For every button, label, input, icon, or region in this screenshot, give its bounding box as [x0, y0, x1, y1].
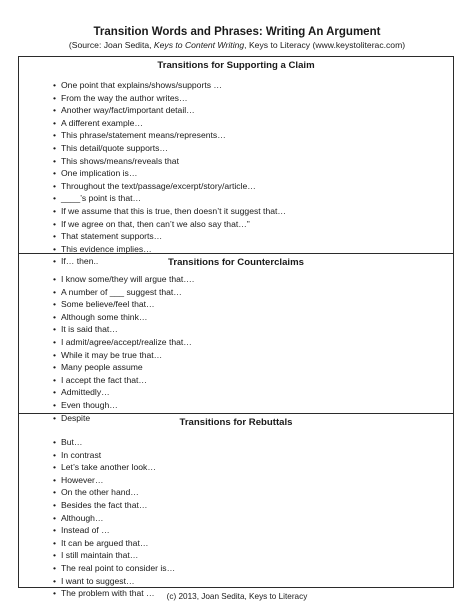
list-item: • I want to suggest…: [53, 575, 443, 588]
list-item: • It is said that…: [53, 323, 443, 336]
list-item: • That statement supports…: [53, 230, 443, 243]
list-item: • Despite: [53, 412, 443, 425]
list-item: • On the other hand…: [53, 486, 443, 499]
list-item: • If… then..: [53, 255, 443, 268]
list-item: • Another way/fact/important detail…: [53, 104, 443, 117]
list-item: • The problem with that …: [53, 587, 443, 600]
list-item: • Besides the fact that…: [53, 499, 443, 512]
list-item: • Let’s take another look…: [53, 461, 443, 474]
list-item: • I still maintain that…: [53, 549, 443, 562]
list-item: • I accept the fact that…: [53, 374, 443, 387]
list-item: • One point that explains/shows/supports …: [53, 79, 443, 92]
list-item: • Throughout the text/passage/excerpt/story/article…: [53, 180, 443, 193]
list-item: • In contrast: [53, 449, 443, 462]
phrase-list: [53, 436, 443, 600]
list-item: • A different example…: [53, 117, 443, 130]
copyright-footer: (c) 2013, Joan Sedita, Keys to Literacy: [166, 592, 308, 601]
list-item: • ____’s point is that…: [53, 192, 443, 205]
list-item: • However…: [53, 474, 443, 487]
document-source: [0, 40, 474, 51]
phrase-list: [53, 273, 443, 424]
list-item: • This shows/means/reveals that: [53, 155, 443, 168]
source-suffix: , Keys to Literacy (www.keystoliterac.com): [244, 40, 406, 50]
list-item: • Although some think…: [53, 311, 443, 324]
list-item: • This evidence implies…: [53, 243, 443, 256]
list-item: • Even though…: [53, 399, 443, 412]
list-item: • A number of ___ suggest that…: [53, 286, 443, 299]
section-heading: Transitions for Rebuttals: [179, 417, 293, 428]
section-heading: Transitions for Counterclaims: [168, 257, 304, 268]
list-item: • Admittedly…: [53, 386, 443, 399]
list-item: • The real point to consider is…: [53, 562, 443, 575]
section-heading: Transitions for Supporting a Claim: [157, 60, 315, 71]
list-item: • Many people assume: [53, 361, 443, 374]
list-item: • If we agree on that, then can’t we also say that…”: [53, 218, 443, 231]
list-item: • Some believe/feel that…: [53, 298, 443, 311]
list-item: • I admit/agree/accept/realize that…: [53, 336, 443, 349]
document-title: Transition Words and Phrases: Writing An Argument: [93, 26, 381, 38]
phrase-list: [53, 79, 443, 268]
list-item: • If we assume that this is true, then doesn’t it suggest that…: [53, 205, 443, 218]
list-item: • One implication is…: [53, 167, 443, 180]
list-item: • It can be argued that…: [53, 537, 443, 550]
list-item: • Although…: [53, 512, 443, 525]
list-item: • But…: [53, 436, 443, 449]
list-item: • From the way the author writes…: [53, 92, 443, 105]
list-item: • Instead of …: [53, 524, 443, 537]
list-item: • While it may be true that…: [53, 349, 443, 362]
list-item: • This detail/quote supports…: [53, 142, 443, 155]
list-item: • I know some/they will argue that….: [53, 273, 443, 286]
source-prefix: (Source: Joan Sedita,: [68, 40, 154, 50]
source-book-title: Keys to Content Writing: [153, 40, 245, 50]
list-item: • This phrase/statement means/represents…: [53, 129, 443, 142]
